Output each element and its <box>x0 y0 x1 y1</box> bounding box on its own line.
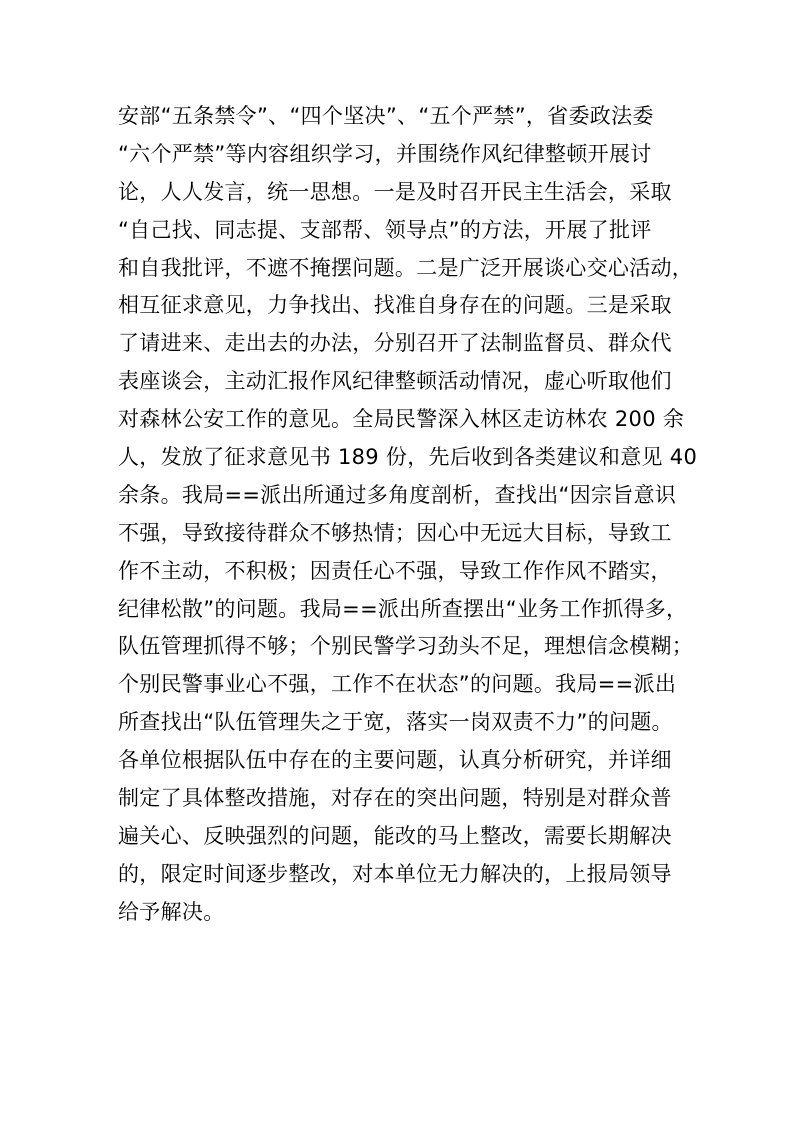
text-line: 人，发放了征求意见书 189 份，先后收到各类建议和意见 40 <box>118 445 698 470</box>
text-line: 安部“五条禁令”、“四个坚决”、“五个严禁”，省委政法委 <box>118 104 654 128</box>
text-line: 和自我批评，不遮不掩摆问题。二是广泛开展谈心交心活动， <box>118 255 694 280</box>
text-line: 的，限定时间逐步整改，对本单位无力解决的，上报局领导 <box>118 861 672 886</box>
text-line: 所查找出“队伍管理失之于宽，落实一岗双责不力”的问题。 <box>118 710 673 735</box>
text-line: 各单位根据队伍中存在的主要问题，认真分析研究，并详细 <box>118 748 672 773</box>
text-line: 不强，导致接待群众不够热情；因心中无远大目标，导致工 <box>118 520 672 545</box>
body-paragraph <box>118 98 698 932</box>
text-line: 纪律松散”的问题。我局==派出所查摆出“业务工作抓得多， <box>118 596 688 621</box>
text-line: 相互征求意见，力争找出、找准自身存在的问题。三是采取 <box>118 293 672 318</box>
text-line: 了请进来、走出去的办法，分别召开了法制监督员、群众代 <box>118 331 672 356</box>
text-line: 队伍管理抓得不够；个别民警学习劲头不足，理想信念模糊； <box>118 634 694 659</box>
text-line: “六个严禁”等内容组织学习，并围绕作风纪律整顿开展讨 <box>118 141 652 166</box>
text-line: 对森林公安工作的意见。全局民警深入林区走访林农 200 余 <box>118 407 685 432</box>
text-line: 个别民警事业心不强，工作不在状态”的问题。我局==派出 <box>118 672 677 697</box>
text-line: 制定了具体整改措施，对存在的突出问题，特别是对群众普 <box>118 786 672 811</box>
text-line: 作不主动，不积极；因责任心不强，导致工作作风不踏实， <box>118 558 672 583</box>
text-line: 表座谈会，主动汇报作风纪律整顿活动情况，虚心听取他们 <box>118 369 672 394</box>
text-line: 论，人人发言，统一思想。一是及时召开民主生活会，采取 <box>118 179 672 204</box>
text-line: “自己找、同志提、支部帮、领导点”的方法，开展了批评 <box>118 217 652 242</box>
text-line: 给予解决。 <box>118 899 225 924</box>
text-line: 遍关心、反映强烈的问题，能改的马上整改，需要长期解决 <box>118 823 672 848</box>
text-line: 余条。我局==派出所通过多角度剖析，查找出“因宗旨意识 <box>118 482 677 507</box>
